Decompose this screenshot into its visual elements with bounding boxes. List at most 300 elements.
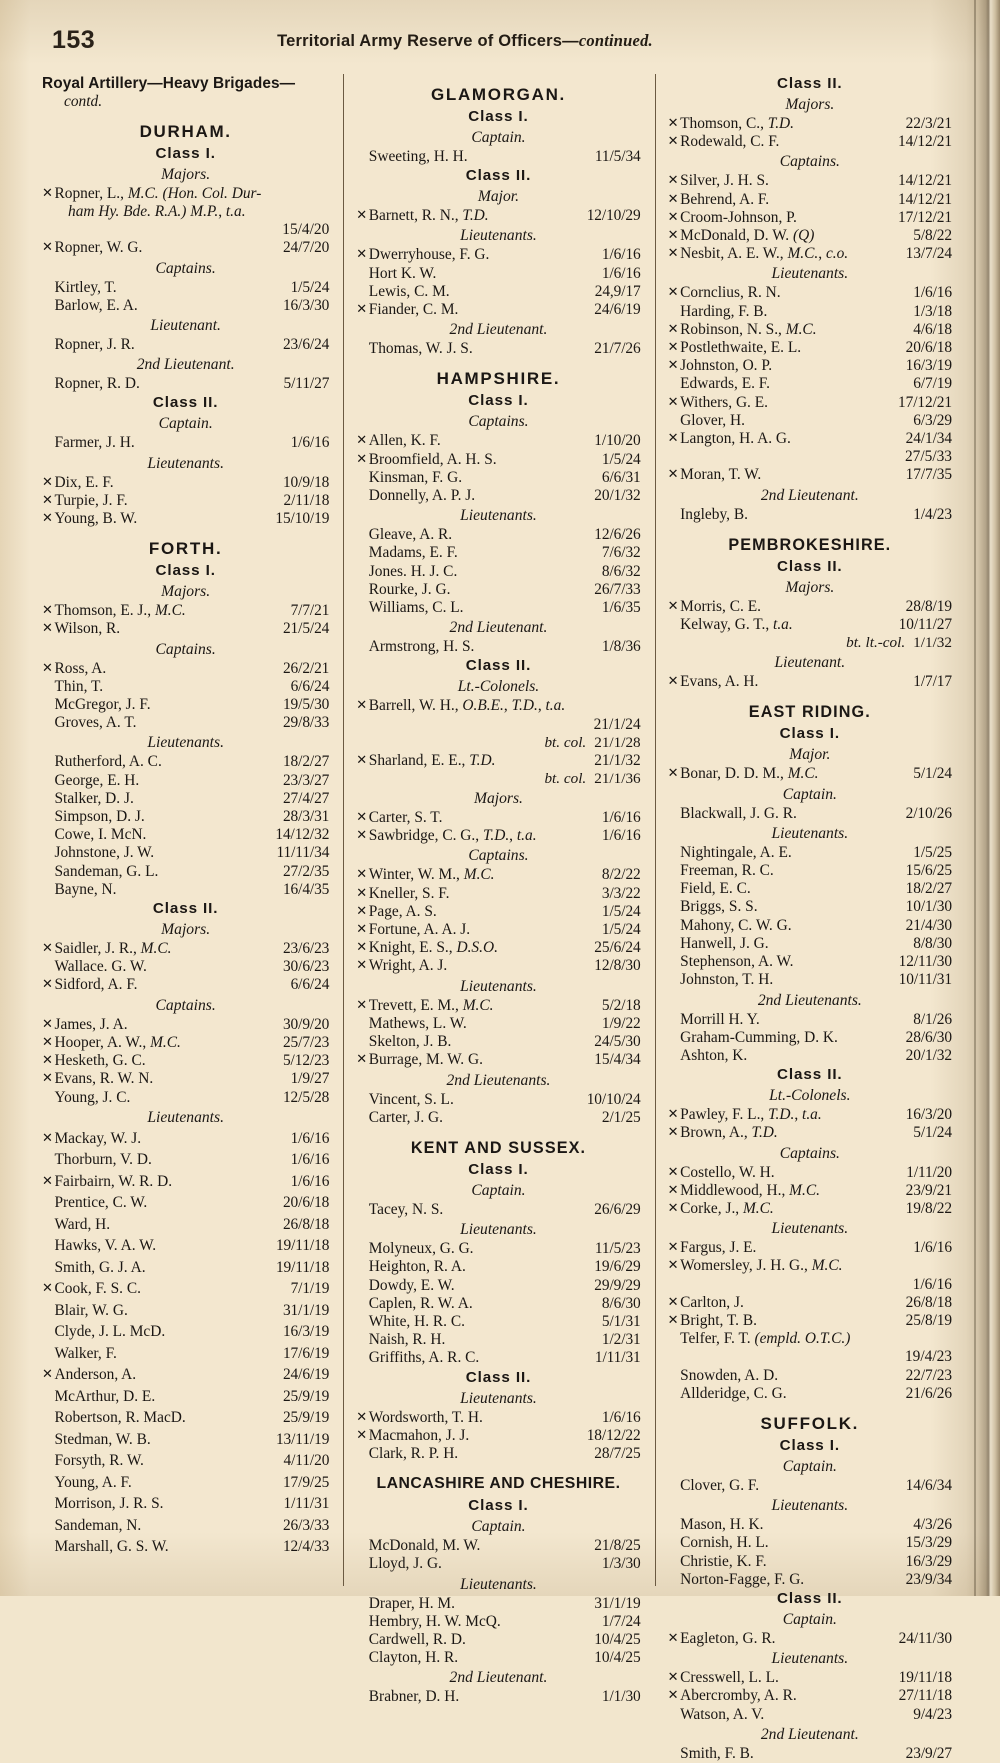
officer-entry — [356, 1445, 640, 1463]
group-heading: Royal Artillery—Heavy Brigades— — [42, 75, 296, 92]
officer-entry — [668, 506, 952, 524]
date-only-line: 21/1/24 — [593, 715, 641, 733]
cross-marker-icon: ✕ — [667, 246, 679, 262]
officer-entry — [668, 412, 952, 430]
officer-entry — [42, 1089, 329, 1107]
officer-name: Harding, F. B. — [680, 302, 768, 320]
seniority-date: 15/10/19 — [275, 510, 330, 528]
officer-name: ✕ Cornclius, R. N. — [667, 284, 781, 302]
officer-name: Allderidge, C. G. — [680, 1384, 787, 1402]
seniority-date: 2/10/26 — [905, 804, 952, 822]
class-heading: Class II. — [465, 167, 532, 185]
seniority-date: 26/8/18 — [282, 1215, 330, 1233]
seniority-date: 16/3/19 — [282, 1323, 330, 1341]
cross-marker-icon: ✕ — [356, 810, 368, 826]
seniority-date: 23/9/27 — [905, 1744, 952, 1762]
rank-heading: Captains. — [779, 153, 840, 171]
officer-name: ✕ Hooper, A. W., M.C. — [42, 1033, 181, 1051]
rank-heading: Captain. — [471, 1518, 526, 1536]
seniority-date: 1/6/16 — [290, 1151, 330, 1169]
officer-entry — [668, 673, 952, 691]
seniority-date: 24/7/20 — [282, 239, 330, 257]
officer-name: Sweeting, H. H. — [368, 148, 468, 165]
officer-name: ✕ Cook, F. S. C. — [42, 1280, 141, 1298]
seniority-date: 19/6/29 — [594, 1258, 641, 1276]
officer-name: Graham-Cumming, D. K. — [680, 1028, 838, 1046]
officer-name: Wallace. G. W. — [54, 958, 147, 976]
seniority-date: 19/8/22 — [905, 1199, 952, 1217]
officer-entry — [668, 880, 952, 898]
officer-entry — [356, 1613, 640, 1631]
seniority-date: 5/1/24 — [913, 1124, 952, 1142]
officer-name: Gleave, A. R. — [368, 526, 453, 544]
date-only-line: 15/4/20 — [282, 221, 330, 239]
officer-entry — [356, 148, 640, 166]
seniority-date: 8/6/32 — [601, 562, 641, 580]
officer-name: Jones. H. J. C. — [368, 562, 458, 580]
seniority-date: 12/5/28 — [282, 1088, 330, 1106]
seniority-date: 12/11/30 — [898, 953, 952, 971]
officer-name: Nightingale, A. E. — [680, 843, 792, 861]
cross-marker-icon: ✕ — [356, 451, 368, 467]
officer-entry — [668, 953, 952, 971]
officer-name: ✕ Hesketh, G. C. — [42, 1052, 146, 1070]
seniority-date: 19/11/18 — [898, 1669, 952, 1687]
seniority-date: 10/4/25 — [594, 1649, 641, 1667]
seniority-date: 25/7/23 — [282, 1033, 330, 1051]
officer-name: Watson, A. V. — [680, 1705, 765, 1723]
officer-name: ✕ Womersley, J. H. G., M.C. — [667, 1257, 843, 1275]
seniority-date: 1/6/16 — [290, 434, 330, 452]
seniority-date: 24,9/17 — [594, 282, 641, 300]
cross-marker-icon: ✕ — [667, 173, 679, 189]
officer-entry — [668, 1124, 952, 1142]
officer-entry — [356, 752, 640, 770]
officer-entry — [42, 375, 329, 393]
seniority-date: 4/3/26 — [913, 1516, 952, 1534]
officer-entry — [668, 284, 952, 302]
seniority-date: 30/9/20 — [282, 1015, 330, 1033]
rank-heading: Lieutenant. — [774, 654, 846, 672]
seniority-date: 1/9/27 — [290, 1070, 330, 1088]
cross-marker-icon: ✕ — [667, 134, 679, 150]
cross-marker-icon: ✕ — [42, 1173, 53, 1189]
officer-entry — [42, 660, 329, 678]
officer-name: Rourke, J. G. — [368, 580, 451, 598]
officer-entry — [42, 1192, 329, 1214]
seniority-date: 17/7/35 — [905, 466, 952, 484]
seniority-date: 25/8/19 — [905, 1311, 952, 1329]
seniority-date: 12/8/30 — [594, 957, 641, 975]
seniority-date: 11/5/34 — [594, 148, 641, 165]
seniority-date: 15/4/34 — [594, 1051, 641, 1069]
cross-marker-icon: ✕ — [667, 431, 679, 447]
seniority-date: 24/11/30 — [898, 1629, 952, 1647]
officer-entry — [668, 1385, 952, 1403]
brevet-date: 21/1/36 — [594, 770, 641, 788]
page-number: 153 — [52, 26, 96, 54]
officer-entry — [356, 1258, 640, 1276]
officer-name: Heighton, R. A. — [368, 1258, 466, 1276]
date-only-line: 19/4/23 — [904, 1348, 952, 1366]
officer-name: Thorburn, V. D. — [54, 1151, 152, 1169]
unit-heading: GLAMORGAN. — [430, 85, 566, 104]
officer-name: Clayton, H. R. — [368, 1649, 459, 1667]
seniority-date: 16/4/35 — [282, 880, 330, 898]
officer-entry — [42, 602, 329, 620]
officer-name: Vincent, S. L. — [368, 1090, 454, 1108]
seniority-date: 1/6/16 — [913, 284, 952, 302]
cross-marker-icon: ✕ — [356, 302, 368, 318]
seniority-date: 9/4/23 — [913, 1705, 952, 1723]
officer-name: Blair, W. G. — [54, 1301, 128, 1319]
seniority-date: 1/3/18 — [913, 302, 952, 320]
officer-entry — [42, 1472, 329, 1494]
officer-name: Freeman, R. C. — [680, 862, 774, 880]
cross-marker-icon: ✕ — [356, 208, 368, 224]
rank-heading: Lt.-Colonels. — [457, 678, 540, 696]
cross-marker-icon: ✕ — [667, 340, 679, 356]
officer-name: Stephenson, A. W. — [680, 953, 794, 971]
class-heading: Class II. — [777, 1589, 843, 1607]
officer-name: Stalker, D. J. — [54, 789, 134, 807]
officer-name: ✕ Knight, E. S., D.S.O. — [356, 939, 498, 957]
officer-entry — [42, 881, 329, 899]
officer-entry — [42, 678, 329, 696]
officer-entry — [668, 430, 952, 448]
officer-name: Hort K. W. — [368, 264, 437, 282]
officer-name: Hanwell, J. G. — [680, 934, 769, 952]
officer-entry — [42, 492, 329, 510]
officer-name: George, E. H. — [54, 771, 140, 789]
officer-entry — [356, 1051, 640, 1069]
officer-name: ✕ Thomson, C., T.D. — [667, 115, 795, 132]
seniority-date: 23/9/21 — [905, 1181, 952, 1199]
cross-marker-icon: ✕ — [356, 698, 368, 714]
seniority-date: 10/11/27 — [898, 616, 952, 634]
officer-name: ✕ Trevett, E. M., M.C. — [356, 996, 494, 1014]
cross-marker-icon: ✕ — [42, 941, 53, 957]
seniority-date: 1/1/30 — [601, 1688, 641, 1706]
rank-heading: 2nd Lieutenant. — [449, 619, 548, 637]
seniority-date: 21/8/25 — [594, 1537, 641, 1555]
officer-entry — [668, 1312, 952, 1330]
officer-entry — [356, 526, 640, 544]
officer-name: Molyneux, G. G. — [368, 1240, 474, 1258]
rank-heading: Majors. — [473, 790, 523, 808]
class-heading: Class II. — [777, 1066, 843, 1084]
officer-entry — [668, 339, 952, 357]
officer-entry — [356, 697, 640, 715]
officer-name: Ropner, R. D. — [54, 375, 140, 393]
officer-name: Robertson, R. MacD. — [54, 1409, 186, 1427]
officer-name: Clyde, J. L. McD. — [54, 1323, 166, 1341]
seniority-date: 1/5/24 — [601, 902, 641, 920]
rank-heading: Lieutenants. — [147, 1108, 224, 1126]
seniority-date: 16/3/20 — [905, 1106, 952, 1124]
seniority-date: 7/1/19 — [290, 1280, 330, 1298]
rank-heading: Captain. — [782, 1457, 837, 1475]
seniority-date: 11/5/23 — [594, 1240, 641, 1258]
officer-entry — [668, 321, 952, 339]
seniority-date: 10/10/24 — [586, 1090, 641, 1108]
seniority-date: 1/6/16 — [290, 1172, 330, 1190]
seniority-date: 5/8/22 — [913, 227, 952, 245]
seniority-date: 19/11/18 — [275, 1237, 330, 1255]
cross-marker-icon: ✕ — [667, 321, 679, 337]
running-head-text: Territorial Army Reserve of Officers— — [277, 32, 579, 50]
column-2 — [343, 74, 650, 1706]
officer-name: Lewis, C. M. — [368, 282, 450, 300]
seniority-date: 20/1/32 — [594, 487, 641, 505]
officer-entry — [668, 1687, 952, 1705]
seniority-date: 1/11/20 — [906, 1163, 952, 1181]
officer-name: Clover, G. F. — [680, 1476, 760, 1494]
officer-entry — [42, 696, 329, 714]
officer-entry — [356, 563, 640, 581]
officer-name: Ropner, J. R. — [54, 336, 135, 354]
rank-heading: Captains. — [468, 413, 529, 431]
officer-entry — [668, 1294, 952, 1312]
officer-name: Simpson, D. J. — [54, 808, 145, 826]
seniority-date: 16/3/19 — [905, 357, 952, 375]
brevet-line — [668, 634, 952, 652]
officer-name: ✕ Ropner, W. G. — [42, 239, 143, 257]
officer-name: Tacey, N. S. — [368, 1200, 444, 1218]
seniority-date: 4/6/18 — [913, 320, 952, 338]
officer-entry — [42, 1321, 329, 1343]
officer-entry — [668, 1330, 952, 1348]
seniority-date: 28/8/19 — [905, 597, 952, 615]
rank-heading: Captains. — [155, 996, 216, 1014]
cross-marker-icon: ✕ — [42, 1367, 53, 1383]
officer-name: Kinsman, F. G. — [368, 468, 463, 486]
rank-heading: Lieutenants. — [147, 734, 224, 752]
seniority-date: 14/12/21 — [898, 133, 952, 151]
officer-name: ✕ James, J. A. — [42, 1015, 128, 1033]
officer-entry — [668, 935, 952, 953]
officer-entry — [42, 1016, 329, 1034]
seniority-date: 1/2/31 — [601, 1331, 641, 1349]
cross-marker-icon: ✕ — [667, 1688, 679, 1704]
officer-entry — [42, 185, 329, 203]
officer-entry — [42, 1493, 329, 1515]
cross-marker-icon: ✕ — [356, 940, 368, 956]
officer-entry — [42, 1235, 329, 1257]
cross-marker-icon: ✕ — [356, 885, 368, 901]
cross-marker-icon: ✕ — [667, 358, 679, 374]
rank-heading: Majors. — [161, 166, 211, 183]
seniority-date: 8/6/30 — [601, 1294, 641, 1312]
class-heading: Class II. — [152, 394, 219, 412]
seniority-date: 5/11/27 — [283, 375, 330, 393]
cross-marker-icon: ✕ — [667, 285, 679, 301]
rank-heading: Lieutenant. — [150, 317, 221, 335]
cross-marker-icon: ✕ — [42, 492, 53, 508]
rank-heading: 2nd Lieutenant. — [760, 486, 859, 504]
officer-name: ✕ Brown, A., T.D. — [667, 1124, 778, 1142]
officer-entry — [42, 1300, 329, 1322]
seniority-date: 1/7/24 — [601, 1612, 641, 1630]
officer-entry — [668, 898, 952, 916]
seniority-date: 19/11/18 — [275, 1258, 330, 1276]
officer-name: Forsyth, R. W. — [54, 1452, 144, 1470]
unit-heading: SUFFOLK. — [760, 1413, 860, 1433]
officer-name: ✕ Wordsworth, T. H. — [356, 1408, 483, 1426]
cross-marker-icon: ✕ — [356, 247, 368, 263]
officer-name: ✕ Macmahon, J. J. — [356, 1426, 470, 1444]
officer-name: McArthur, D. E. — [54, 1387, 156, 1405]
class-heading: Class II. — [777, 75, 843, 92]
officer-entry — [42, 772, 329, 790]
officer-name: Thomas, W. J. S. — [368, 340, 473, 358]
officer-name: ✕ Dwerryhouse, F. G. — [356, 246, 490, 264]
column-3 — [655, 74, 962, 1762]
officer-entry — [668, 1164, 952, 1182]
officer-name: ✕ Evans, R. W. N. — [42, 1070, 154, 1088]
seniority-date: 8/8/30 — [913, 934, 952, 952]
brevet-date: 21/1/28 — [594, 733, 641, 751]
page-gutter-shadow — [966, 0, 1000, 1596]
officer-entry — [42, 620, 329, 638]
seniority-date: 6/6/24 — [290, 976, 330, 994]
seniority-date: 1/6/35 — [601, 599, 641, 617]
officer-entry — [356, 451, 640, 469]
seniority-date: 24/6/19 — [282, 1366, 330, 1384]
officer-entry — [42, 1257, 329, 1279]
cross-marker-icon: ✕ — [667, 1182, 679, 1198]
officer-name: Glover, H. — [680, 411, 745, 429]
unit-heading: PEMBROKESHIRE. — [728, 535, 892, 554]
brevet-line — [356, 770, 640, 788]
cross-marker-icon: ✕ — [42, 603, 53, 619]
seniority-date: 25/9/19 — [282, 1409, 330, 1427]
cross-marker-icon: ✕ — [667, 1670, 679, 1686]
officer-name: ✕ Rodewald, C. F. — [667, 133, 780, 151]
seniority-date: 1/6/16 — [601, 1408, 641, 1426]
officer-name: ✕ Mackay, W. J. — [42, 1129, 142, 1147]
officer-name: Bayne, N. — [54, 880, 117, 898]
seniority-date: 8/1/26 — [913, 1010, 952, 1028]
officer-name: Walker, F. — [54, 1344, 117, 1362]
officer-name: ✕ Corke, J., M.C. — [667, 1199, 774, 1217]
rank-heading: Captains. — [779, 1144, 840, 1162]
officer-entry — [356, 809, 640, 827]
seniority-date: 22/7/23 — [905, 1366, 952, 1384]
seniority-date: 21/1/32 — [594, 751, 641, 769]
officer-entry — [356, 1688, 640, 1706]
cross-marker-icon: ✕ — [42, 511, 53, 527]
officer-name: ✕ Carlton, J. — [667, 1293, 744, 1311]
officer-entry — [42, 714, 329, 732]
unit-heading: LANCASHIRE AND CHESHIRE. — [376, 1475, 621, 1493]
officer-entry — [668, 1200, 952, 1218]
page-header — [0, 26, 1000, 60]
cross-marker-icon: ✕ — [667, 1107, 679, 1123]
rank-heading: Captain. — [471, 129, 526, 146]
seniority-date: 28/7/25 — [594, 1444, 641, 1462]
date-only-line: 27/5/33 — [904, 448, 952, 466]
unit-heading: HAMPSHIRE. — [436, 369, 561, 389]
officer-entry — [356, 1427, 640, 1445]
officer-name: Madams, E. F. — [368, 544, 458, 562]
text-columns — [42, 74, 962, 1762]
officer-entry — [42, 279, 329, 297]
cross-marker-icon: ✕ — [42, 1016, 53, 1032]
seniority-date: 27/4/27 — [282, 789, 330, 807]
officer-name: ✕ Barnett, R. N., T.D. — [356, 207, 489, 225]
officer-entry — [356, 246, 640, 264]
officer-entry — [356, 1015, 640, 1033]
officer-entry — [356, 340, 640, 358]
officer-name: ✕ Abercromby, A. R. — [667, 1687, 797, 1705]
rank-heading: Lieutenants. — [771, 1220, 849, 1238]
officer-entry — [356, 1033, 640, 1051]
seniority-date: 17/9/25 — [282, 1473, 330, 1491]
officer-entry — [668, 1630, 952, 1648]
seniority-date: 20/6/18 — [905, 339, 952, 357]
seniority-date: 14/12/21 — [898, 172, 952, 190]
officer-name: Norton-Fagge, F. G. — [680, 1570, 805, 1588]
seniority-date: 14/12/21 — [898, 190, 952, 208]
seniority-date: 1/8/36 — [601, 638, 641, 656]
class-heading: Class I. — [468, 1497, 529, 1515]
officer-name: Young, A. F. — [54, 1473, 132, 1491]
officer-entry — [356, 1295, 640, 1313]
cross-marker-icon: ✕ — [42, 1130, 53, 1146]
seniority-date: 24/6/19 — [594, 301, 641, 319]
officer-entry — [356, 1201, 640, 1219]
seniority-date: 18/2/27 — [282, 753, 330, 771]
rank-heading: 2nd Lieutenant. — [760, 1725, 859, 1743]
group-heading-continued: contd. — [64, 93, 103, 110]
officer-entry — [668, 375, 952, 393]
seniority-date: 5/1/24 — [913, 765, 952, 783]
running-head — [0, 31, 930, 51]
seniority-date: 21/7/26 — [594, 340, 641, 358]
officer-entry — [668, 1257, 952, 1275]
officer-entry — [42, 297, 329, 315]
seniority-date: 6/6/24 — [290, 677, 330, 695]
officer-name: Griffiths, A. R. C. — [368, 1349, 480, 1367]
officer-name: Sandeman, N. — [54, 1516, 142, 1534]
officer-entry — [42, 753, 329, 771]
officer-entry — [356, 866, 640, 884]
seniority-date: 2/11/18 — [283, 491, 330, 509]
rank-heading: Captain. — [782, 785, 837, 803]
officer-name: McGregor, J. F. — [54, 696, 151, 714]
brevet-line — [356, 734, 640, 752]
officer-entry — [42, 1070, 329, 1088]
officer-entry — [356, 1240, 640, 1258]
officer-name: ✕ Silver, J. H. S. — [667, 172, 769, 190]
seniority-date: 15/6/25 — [905, 862, 952, 880]
seniority-date: 16/3/29 — [905, 1552, 952, 1570]
seniority-date: 7/6/32 — [601, 544, 641, 562]
officer-name: Cowe, I. McN. — [54, 826, 147, 844]
officer-entry — [356, 1555, 640, 1573]
seniority-date: 23/3/27 — [282, 771, 330, 789]
officer-entry — [668, 209, 952, 227]
date-only-line: 1/6/16 — [912, 1275, 952, 1293]
officer-name: ✕ Dix, E. F. — [42, 473, 114, 491]
officer-name: Stedman, W. B. — [54, 1430, 151, 1448]
officer-entry — [42, 434, 329, 452]
rank-heading: Captain. — [782, 1610, 837, 1628]
officer-entry — [42, 239, 329, 257]
officer-entry — [42, 1536, 329, 1558]
seniority-date: 21/6/26 — [905, 1384, 952, 1402]
